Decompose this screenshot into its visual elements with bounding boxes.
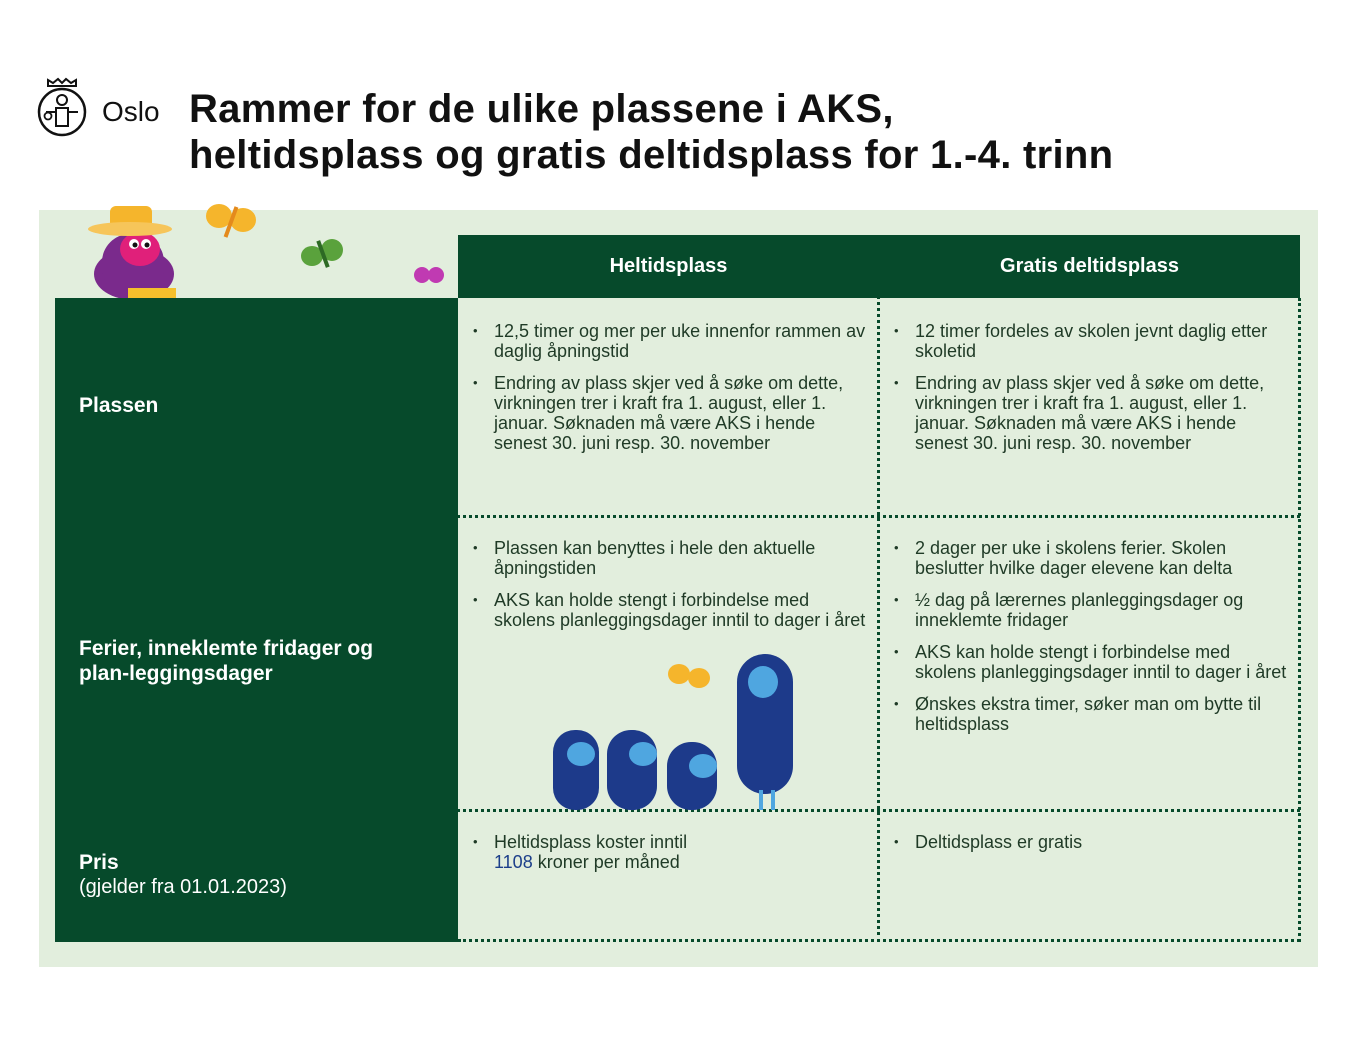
list-item: • 2 dager per uke i skolens ferier. Skolen beslutter hvilke dager elevene kan delta (894, 538, 1292, 578)
yellow-butterfly-icon (205, 198, 257, 244)
pris-sublabel: (gjelder fra 01.01.2023) (79, 876, 287, 898)
cell-pris-deltid (894, 832, 1292, 864)
bottom-border (458, 939, 1300, 942)
row-label-ferier: Ferier, inneklemte fridager og plan-leggingsdager (79, 637, 374, 685)
blue-characters-illustration (545, 650, 815, 810)
right-border (1298, 298, 1301, 942)
page-title (189, 86, 1113, 178)
row-divider (55, 515, 1300, 518)
list-item: • Endring av plass skjer ved å søke om dette, virkningen trer i kraft fra 1. august, eller 1. januar. Søknaden må være AKS i hende senest 30. juni resp. 30. november (473, 373, 868, 453)
price-amount: 1108 (494, 852, 533, 872)
row-label-plassen: Plassen (79, 394, 159, 417)
cell-pris-heltid (473, 832, 868, 884)
column-header-gratis-deltidsplass: Gratis deltidsplass (879, 235, 1300, 298)
cell-ferier-heltid (473, 538, 868, 642)
list-item: • AKS kan holde stengt i forbindelse med skolens planleggingsdager inntil to dager i året (473, 590, 868, 630)
list-item: • AKS kan holde stengt i forbindelse med skolens planleggingsdager inntil to dager i året (894, 642, 1292, 682)
character-with-hat-illustration (88, 204, 180, 300)
title-line-1: Rammer for de ulike plassene i AKS, (189, 87, 894, 131)
row-label-pris (79, 850, 287, 900)
list-item: • Endring av plass skjer ved å søke om dette, virkningen trer i kraft fra 1. august, eller 1. januar. Søknaden må være AKS i hende senest 30. juni resp. 30. november (894, 373, 1292, 453)
list-item: • ½ dag på lærernes planleggingsdager og inneklemte fridager (894, 590, 1292, 630)
oslo-coat-of-arms-logo (36, 76, 88, 140)
list-item: • 12,5 timer og mer per uke innenfor rammen av daglig åpningstid (473, 321, 868, 361)
cell-plassen-deltid (894, 321, 1292, 465)
list-item: • Plassen kan benyttes i hele den aktuelle åpningstiden (473, 538, 868, 578)
cell-ferier-deltid (894, 538, 1292, 746)
column-divider (877, 235, 880, 942)
green-butterfly-icon (300, 232, 346, 274)
purple-butterfly-icon (413, 263, 445, 289)
title-line-2: heltidsplass og gratis deltidsplass for 1.-4. trinn (189, 133, 1114, 177)
logo-text: Oslo (102, 96, 160, 127)
list-item (473, 832, 868, 872)
list-item: • Deltidsplass er gratis (894, 832, 1292, 852)
pris-label: Pris (79, 851, 119, 874)
list-item: • Ønskes ekstra timer, søker man om bytte til heltidsplass (894, 694, 1292, 734)
column-header-heltidsplass: Heltidsplass (458, 235, 879, 298)
price-unit: kroner per måned (532, 852, 680, 872)
list-item: • 12 timer fordeles av skolen jevnt daglig etter skoletid (894, 321, 1292, 361)
price-text: Heltidsplass koster inntil (494, 832, 688, 852)
cell-plassen-heltid (473, 321, 868, 465)
